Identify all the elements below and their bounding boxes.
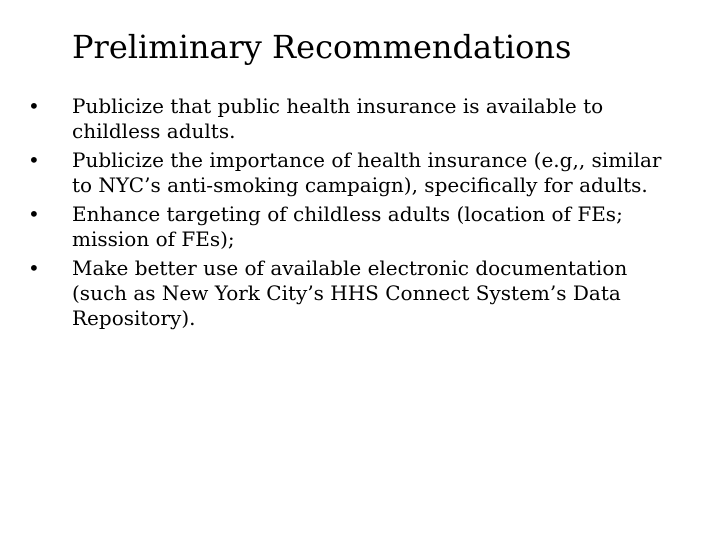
bullet-item [28,94,683,144]
bullet-icon: • [28,256,40,280]
bullet-icon: • [28,202,40,226]
bullet-text: Publicize that public health insurance is available to childless adults. [72,94,604,143]
bullet-item [28,202,683,252]
bullet-icon: • [28,94,40,118]
bullet-text: Publicize the importance of health insurance (e.g,, similar to NYC’s anti-smoking campaign), specifically for adults. [72,148,662,197]
slide-title: Preliminary Recommendations [72,28,572,66]
bullet-text: Enhance targeting of childless adults (location of FEs; mission of FEs); [72,202,623,251]
bullet-item [28,148,683,198]
bullet-list [28,94,683,335]
bullet-item [28,256,683,331]
bullet-text: Make better use of available electronic documentation (such as New York City’s HHS Connect System’s Data Repository). [72,256,628,330]
bullet-icon: • [28,148,40,172]
